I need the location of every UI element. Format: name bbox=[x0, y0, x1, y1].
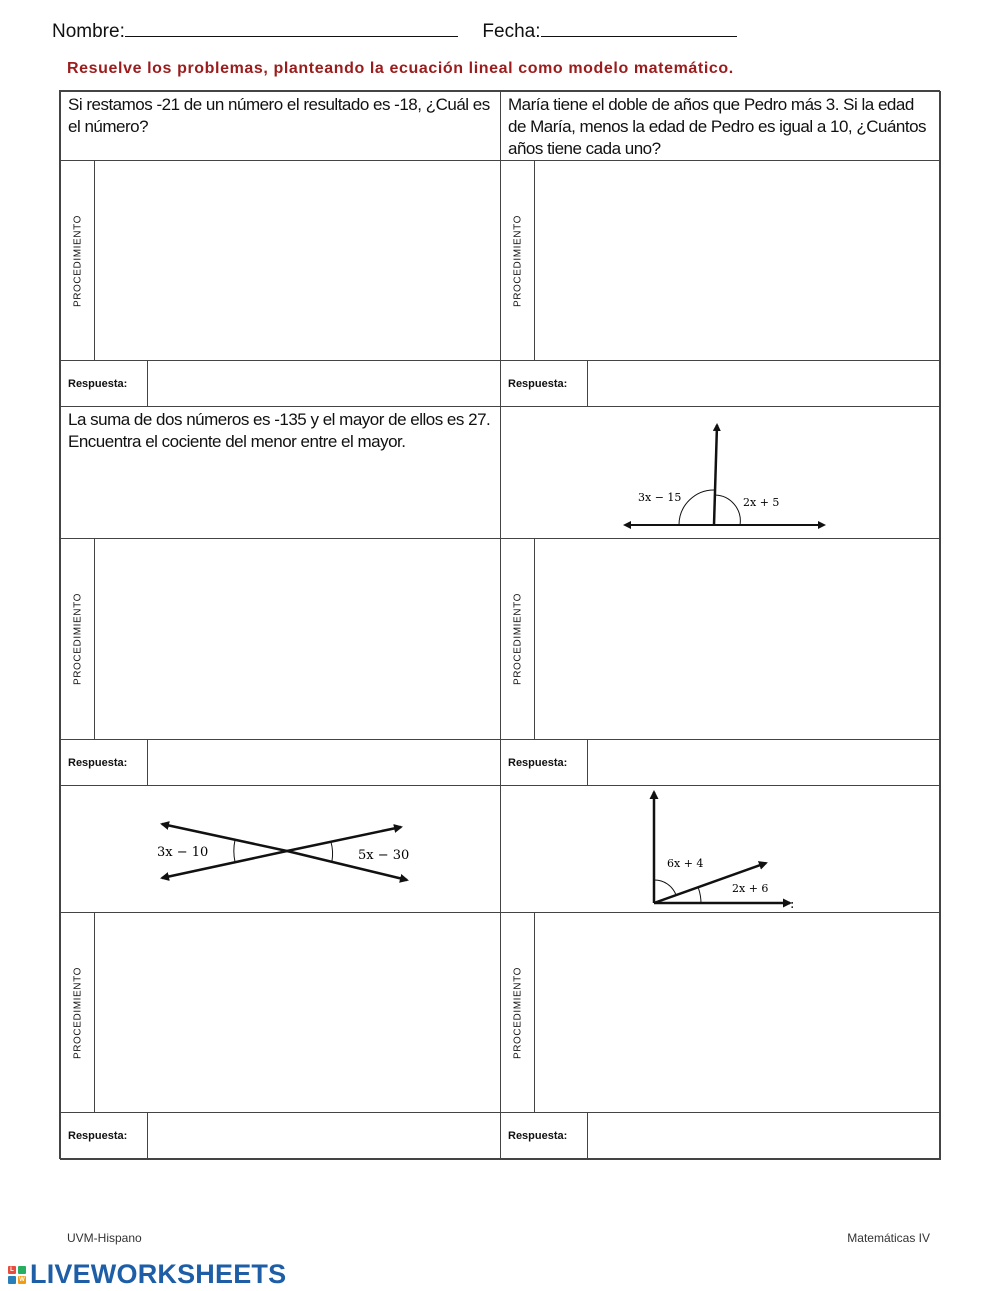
procedure-area[interactable] bbox=[95, 539, 500, 739]
date-label: Fecha: bbox=[482, 21, 541, 42]
procedure-area[interactable] bbox=[535, 161, 940, 360]
worksheet-grid bbox=[59, 90, 940, 1159]
problem-2-statement: María tiene el doble de años que Pedro más 3. Si la edad de María, menos la edad de Pedro es igual a 10, ¿Cuántos años tiene cada uno? bbox=[500, 91, 941, 161]
answer-label: Respuesta: bbox=[501, 361, 588, 406]
angle-label: 5x − 30 bbox=[358, 848, 410, 863]
logo-text: LIVEWORKSHEETS bbox=[30, 1259, 287, 1289]
problem-2-procedure bbox=[500, 160, 941, 361]
problem-1-statement: Si restamos -21 de un número el resultado es -18, ¿Cuál es el número? bbox=[60, 91, 501, 161]
procedure-label: PROCEDIMIENTO bbox=[512, 966, 523, 1059]
problem-5-figure bbox=[60, 785, 501, 913]
answer-input[interactable] bbox=[588, 740, 940, 785]
footer-right: Matemáticas IV bbox=[847, 1231, 930, 1245]
complementary-angles-diagram bbox=[501, 786, 942, 914]
procedure-label: PROCEDIMIENTO bbox=[72, 592, 83, 686]
liveworksheets-logo[interactable] bbox=[8, 1259, 286, 1290]
problem-5-answer-row bbox=[60, 1112, 501, 1160]
problem-4-answer-row bbox=[500, 739, 941, 786]
angle-label: 2x + 6 bbox=[732, 882, 769, 895]
answer-input[interactable] bbox=[148, 361, 500, 406]
answer-label: Respuesta: bbox=[61, 740, 148, 785]
procedure-label: PROCEDIMIENTO bbox=[512, 214, 523, 307]
angle-label: 3x − 10 bbox=[157, 845, 209, 860]
problem-3-procedure bbox=[60, 538, 501, 740]
vertical-angles-diagram bbox=[61, 786, 502, 914]
date-field[interactable] bbox=[541, 18, 737, 37]
problem-4-procedure bbox=[500, 538, 941, 740]
procedure-area[interactable] bbox=[535, 913, 940, 1112]
axis-mark: : bbox=[790, 897, 795, 912]
problem-4-figure bbox=[500, 406, 941, 539]
answer-input[interactable] bbox=[148, 1113, 500, 1159]
angle-label: 3x − 15 bbox=[638, 491, 682, 504]
supplementary-angles-diagram bbox=[501, 407, 942, 540]
logo-blocks-icon: L W bbox=[8, 1266, 26, 1284]
answer-label: Respuesta: bbox=[61, 1113, 148, 1159]
answer-label: Respuesta: bbox=[61, 361, 148, 406]
problem-6-answer-row bbox=[500, 1112, 941, 1160]
answer-input[interactable] bbox=[588, 361, 940, 406]
answer-input[interactable] bbox=[588, 1113, 940, 1159]
procedure-area[interactable] bbox=[535, 539, 940, 739]
name-field[interactable] bbox=[125, 18, 458, 37]
instructions: Resuelve los problemas, planteando la ecuación lineal como modelo matemático. bbox=[67, 60, 734, 77]
name-label: Nombre: bbox=[52, 21, 125, 42]
problem-3-statement: La suma de dos números es -135 y el mayor de ellos es 27. Encuentra el cociente del menor entre el mayor. bbox=[60, 406, 501, 539]
answer-label: Respuesta: bbox=[501, 740, 588, 785]
problem-5-procedure bbox=[60, 912, 501, 1113]
procedure-area[interactable] bbox=[95, 913, 500, 1112]
problem-1-procedure bbox=[60, 160, 501, 361]
problem-6-procedure bbox=[500, 912, 941, 1113]
problem-3-answer-row bbox=[60, 739, 501, 786]
footer-left: UVM-Hispano bbox=[67, 1231, 142, 1245]
procedure-area[interactable] bbox=[95, 161, 500, 360]
procedure-label: PROCEDIMIENTO bbox=[72, 214, 83, 307]
problem-2-answer-row bbox=[500, 360, 941, 407]
answer-label: Respuesta: bbox=[501, 1113, 588, 1159]
problem-6-figure bbox=[500, 785, 941, 913]
angle-label: 2x + 5 bbox=[743, 496, 780, 509]
answer-input[interactable] bbox=[148, 740, 500, 785]
angle-label: 6x + 4 bbox=[667, 857, 704, 870]
header bbox=[52, 18, 737, 43]
problem-1-answer-row bbox=[60, 360, 501, 407]
procedure-label: PROCEDIMIENTO bbox=[72, 966, 83, 1059]
procedure-label: PROCEDIMIENTO bbox=[512, 592, 523, 686]
